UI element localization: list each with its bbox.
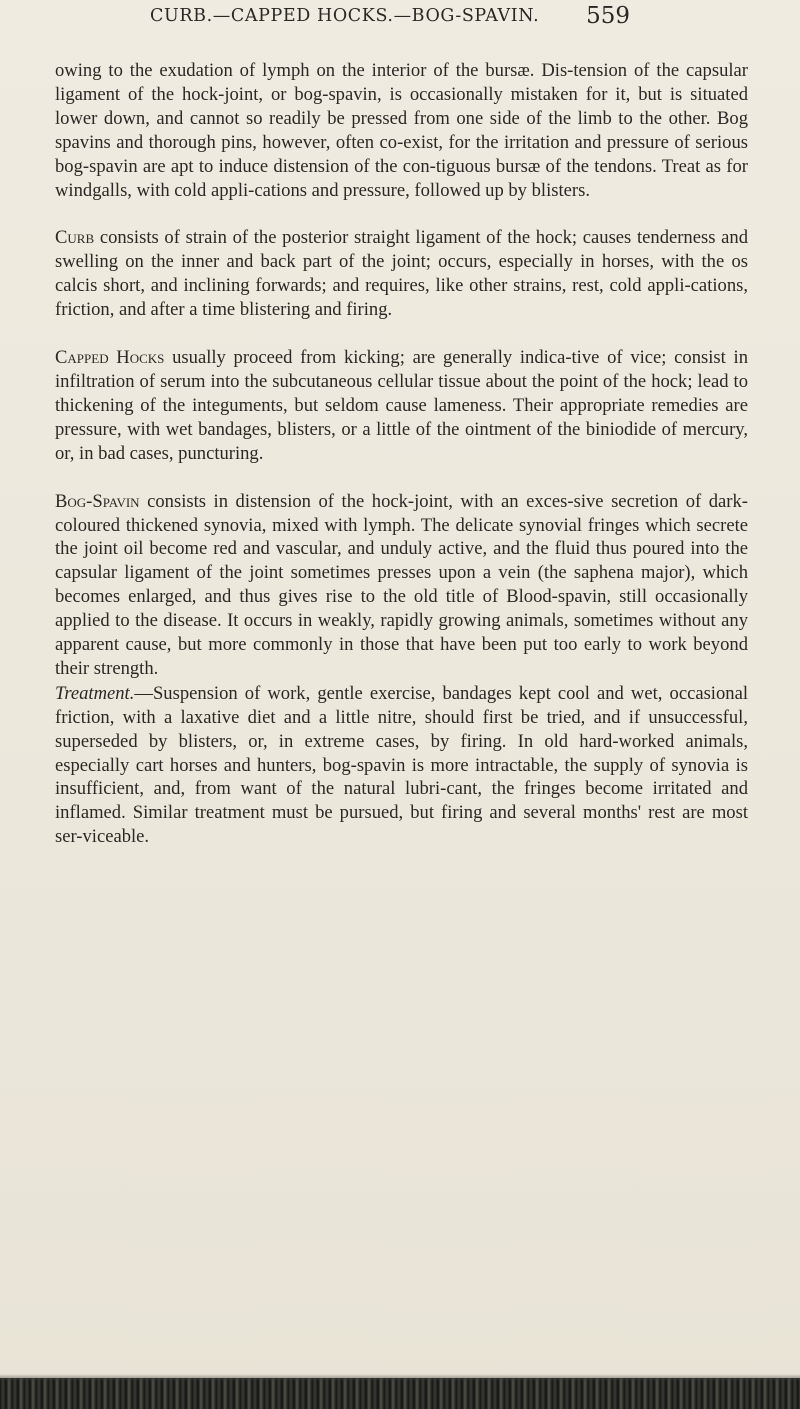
page-number: 559	[586, 3, 630, 29]
paragraph-treatment	[55, 682, 748, 849]
running-head	[150, 3, 630, 36]
paragraph-text: owing to the exudation of lymph on the interior of the bursæ. Dis-tension of the capsular ligament of the hock-joint, or bog-spavin, is occasionally mistaken for it, but is situated lower down, and cannot so readily be pressed from one side of the limb to the other. Bog spavins and thorough pins, however, often co-exist, for the irritation and pressure of serious bog-spavin are apt to induce distension of the con-tiguous bursæ of the tendons. Treat as for windgalls, with cold appli-cations and pressure, followed up by blisters.	[55, 60, 748, 201]
paragraph-text: usually proceed from kicking; are generally indica-tive of vice; consist in infiltration of serum into the subcutaneous cellular tissue about the point of the hock; lead to thickening of the integuments, but seldom cause lameness. Their appropriate remedies are pressure, with wet bandages, blisters, or a little of the ointment of the biniodide of mercury, or, in bad cases, puncturing.	[55, 347, 748, 464]
scan-edge-band	[0, 1378, 800, 1409]
paragraph-bog-spavin	[55, 490, 748, 681]
section-lead-bog-spavin: Bog-Spavin	[55, 490, 140, 512]
paragraph-bursae-continuation	[55, 59, 748, 202]
section-lead-treatment: Treatment.	[55, 682, 135, 704]
paragraph-curb	[55, 226, 748, 322]
section-lead-capped-hocks: Capped Hocks	[55, 347, 165, 369]
paragraph-text: consists in distension of the hock-joint, with an exces-sive secretion of dark-coloured thickened synovia, mixed with lymph. The delicate synovial fringes which secrete the joint oil become red and vascular, and unduly active, and the fluid thus poured into the capsular ligament of the joint sometimes presses upon a vein (the saphena major), which becomes enlarged, and thus gives rise to the old title of Blood-spavin, still occasionally applied to the disease. It occurs in weakly, rapidly growing animals, sometimes without any apparent cause, but more commonly in those that have been put too early to work beyond their strength.	[55, 490, 748, 679]
running-title: CURB.—CAPPED HOCKS.—BOG-SPAVIN.	[150, 6, 540, 26]
section-lead-curb: Curb	[55, 227, 95, 249]
paragraph-capped-hocks	[55, 346, 748, 466]
body-text	[55, 59, 748, 849]
paragraph-text: —Suspension of work, gentle exercise, bandages kept cool and wet, occasional friction, with a laxative diet and a little nitre, should first be tried, and if unsuccessful, superseded by blisters, or, in extreme cases, by firing. In old hard-worked animals, especially cart horses and hunters, bog-spavin is more intractable, the supply of synovia is insufficient, and, from want of the natural lubri-cant, the fringes become irritated and inflamed. Similar treatment must be pursued, but firing and several months' rest are most ser-viceable.	[55, 682, 748, 848]
paragraph-text: consists of strain of the posterior straight ligament of the hock; causes tenderness and swelling on the inner and back part of the joint; occurs, especially in horses, with the os calcis short, and inclining forwards; and requires, like other strains, rest, cold appli-cations, friction, and after a time blistering and firing.	[55, 227, 748, 321]
